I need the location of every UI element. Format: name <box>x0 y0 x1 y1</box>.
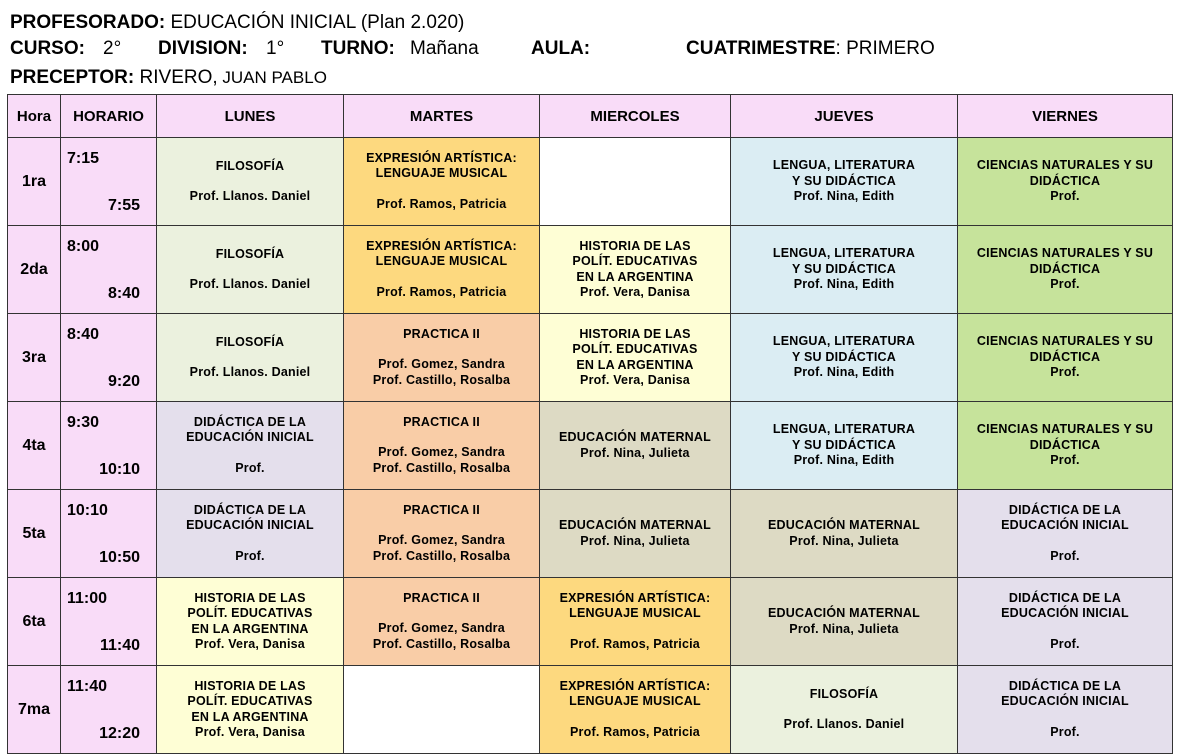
subject-line: EDUCACIÓN MATERNAL <box>559 518 711 532</box>
subject-line: LENGUA, LITERATURA <box>772 422 916 437</box>
subject-line: Prof. Gomez, Sandra <box>378 533 505 548</box>
teacher-name: Prof. Ramos, Patricia <box>376 196 507 211</box>
teacher-name: Prof. Llanos. Daniel <box>189 189 311 203</box>
subject-line: EDUCACIÓN MATERNAL <box>768 606 920 620</box>
schedule-row <box>8 490 1173 578</box>
subject-line: DIDÁCTICA <box>1029 437 1101 452</box>
class-cell-lunes <box>157 490 344 578</box>
teacher-name: Prof. <box>1050 365 1080 380</box>
class-cell-miercoles <box>540 314 731 402</box>
end-time: 9:20 <box>107 373 140 390</box>
schedule-table <box>7 94 1173 754</box>
class-cell-miercoles <box>540 138 731 226</box>
class-cell-miercoles <box>540 666 731 754</box>
subject-line: HISTORIA DE LAS <box>194 590 306 605</box>
hora-cell: 2da <box>8 226 61 314</box>
horario-cell <box>61 226 157 314</box>
class-cell-jueves <box>731 402 958 490</box>
horario-cell <box>61 314 157 402</box>
division-value: 1° <box>266 38 285 59</box>
subject-line: LENGUA, LITERATURA <box>772 334 916 349</box>
subject-line: FILOSOFÍA <box>215 158 285 173</box>
teacher-name: Prof. <box>1050 277 1080 292</box>
subject-line: EXPRESIÓN ARTÍSTICA: <box>366 150 517 165</box>
class-cell-lunes <box>157 138 344 226</box>
cuatrimestre-label: CUATRIMESTRE <box>686 38 836 59</box>
header-line-preceptor <box>10 67 327 89</box>
class-cell-jueves <box>731 226 958 314</box>
subject-line: POLÍT. EDUCATIVAS <box>187 606 313 620</box>
teacher-name: Prof. Nina, Edith <box>793 453 895 468</box>
profesorado-value: EDUCACIÓN INICIAL (Plan 2.020) <box>165 12 465 33</box>
subject-line: Y SU DIDÁCTICA <box>792 261 896 276</box>
schedule-row <box>8 578 1173 666</box>
schedule-row <box>8 138 1173 226</box>
subject-line: EDUCACIÓN INICIAL <box>186 430 314 445</box>
profesorado-label: PROFESORADO: <box>10 12 166 33</box>
subject-line: DIDÁCTICA <box>1029 261 1101 276</box>
subject-line <box>958 622 1172 637</box>
subject-line: EXPRESIÓN ARTÍSTICA: <box>366 238 517 253</box>
class-cell-lunes <box>157 402 344 490</box>
class-cell-martes <box>344 402 540 490</box>
subject-line <box>344 518 539 533</box>
class-cell-jueves <box>731 138 958 226</box>
subject-line: DIDÁCTICA DE LA <box>193 414 307 429</box>
end-time: 11:40 <box>99 637 140 654</box>
subject-line: CIENCIAS NATURALES Y SU <box>976 158 1154 173</box>
subject-line <box>540 710 730 725</box>
teacher-name: Prof. Vera, Danisa <box>580 285 690 299</box>
col-header-jueves: JUEVES <box>731 95 958 138</box>
subject-line: PRACTICA II <box>403 414 480 429</box>
class-cell-jueves <box>731 666 958 754</box>
subject-line <box>344 342 539 357</box>
teacher-name: Prof. Castillo, Rosalba <box>372 548 511 563</box>
col-header-horario: HORARIO <box>61 95 157 138</box>
subject-line: Y SU DIDÁCTICA <box>792 437 896 452</box>
subject-line <box>731 702 957 717</box>
subject-line: LENGUAJE MUSICAL <box>375 166 508 181</box>
subject-line: Y SU DIDÁCTICA <box>792 349 896 364</box>
subject-line <box>157 446 343 461</box>
subject-line: LENGUAJE MUSICAL <box>569 694 701 709</box>
subject-line: EN LA ARGENTINA <box>191 709 309 724</box>
start-time: 10:10 <box>67 502 108 519</box>
col-header-viernes: VIERNES <box>958 95 1173 138</box>
teacher-name: Prof. <box>1050 724 1080 739</box>
subject-line: POLÍT. EDUCATIVAS <box>572 342 698 356</box>
subject-line: HISTORIA DE LAS <box>194 678 306 693</box>
subject-line: EN LA ARGENTINA <box>576 269 694 284</box>
subject-line <box>958 710 1172 725</box>
class-cell-martes <box>344 226 540 314</box>
class-cell-miercoles <box>540 226 731 314</box>
subject-line: DIDÁCTICA <box>1029 173 1101 188</box>
schedule-row <box>8 314 1173 402</box>
col-header-miercoles: MIERCOLES <box>540 95 731 138</box>
teacher-name: Prof. Ramos, Patricia <box>570 724 700 739</box>
teacher-name: Prof. Nina, Julieta <box>580 533 690 548</box>
start-time: 11:00 <box>67 590 108 607</box>
preceptor-value: RIVERO, JUAN PABLO <box>139 67 327 88</box>
start-time: 8:40 <box>67 326 100 343</box>
subject-line: FILOSOFÍA <box>215 246 285 261</box>
class-cell-viernes <box>958 226 1173 314</box>
subject-line <box>344 182 539 197</box>
subject-line: Prof. Gomez, Sandra <box>378 621 505 636</box>
class-cell-viernes <box>958 314 1173 402</box>
subject-line: EDUCACIÓN MATERNAL <box>768 518 920 532</box>
subject-line: FILOSOFÍA <box>215 334 285 349</box>
teacher-name: Prof. <box>1050 548 1080 563</box>
start-time: 9:30 <box>67 414 100 431</box>
teacher-name: Prof. Nina, Julieta <box>789 621 899 636</box>
class-cell-martes <box>344 138 540 226</box>
teacher-name: Prof. Nina, Julieta <box>789 533 899 548</box>
teacher-name: Prof. <box>1050 189 1080 204</box>
subject-line: EDUCACIÓN INICIAL <box>1001 694 1129 709</box>
class-cell-lunes <box>157 226 344 314</box>
col-header-hora: Hora <box>8 95 61 138</box>
subject-line <box>157 262 343 277</box>
subject-line: DIDÁCTICA DE LA <box>1008 502 1122 517</box>
aula-label: AULA: <box>531 38 591 59</box>
subject-line: DIDÁCTICA <box>1029 349 1101 364</box>
subject-line: POLÍT. EDUCATIVAS <box>572 254 698 268</box>
hora-cell: 7ma <box>8 666 61 754</box>
preceptor-label: PRECEPTOR: <box>10 67 135 88</box>
class-cell-miercoles <box>540 490 731 578</box>
class-cell-martes <box>344 314 540 402</box>
subject-line <box>344 430 539 445</box>
teacher-name: Prof. Vera, Danisa <box>580 373 690 387</box>
teacher-name: Prof. Nina, Julieta <box>580 445 690 460</box>
class-cell-viernes <box>958 490 1173 578</box>
end-time: 8:40 <box>107 285 140 302</box>
turno-label: TURNO: <box>321 38 395 59</box>
teacher-name: Prof. <box>1050 636 1080 651</box>
schedule-row <box>8 226 1173 314</box>
subject-line: LENGUA, LITERATURA <box>772 158 916 173</box>
subject-line: DIDÁCTICA DE LA <box>1008 590 1122 605</box>
subject-line <box>344 270 539 285</box>
schedule-row <box>8 666 1173 754</box>
class-cell-viernes <box>958 402 1173 490</box>
subject-line <box>157 350 343 365</box>
teacher-name: Prof. Nina, Edith <box>793 365 895 380</box>
subject-line: EN LA ARGENTINA <box>191 621 309 636</box>
subject-line: LENGUAJE MUSICAL <box>569 606 701 621</box>
subject-line: CIENCIAS NATURALES Y SU <box>976 246 1154 261</box>
subject-line: FILOSOFÍA <box>809 686 879 701</box>
subject-line: LENGUAJE MUSICAL <box>375 254 508 269</box>
subject-line: POLÍT. EDUCATIVAS <box>187 694 313 708</box>
subject-line: EDUCACIÓN INICIAL <box>186 518 314 533</box>
horario-cell <box>61 402 157 490</box>
subject-line: PRACTICA II <box>403 326 480 341</box>
subject-line: EXPRESIÓN ARTÍSTICA: <box>559 678 711 693</box>
class-cell-jueves <box>731 314 958 402</box>
subject-line: CIENCIAS NATURALES Y SU <box>976 334 1154 349</box>
horario-cell <box>61 578 157 666</box>
turno-value: Mañana <box>410 38 479 59</box>
curso-value: 2° <box>103 38 122 59</box>
class-cell-martes <box>344 578 540 666</box>
teacher-name: Prof. Llanos. Daniel <box>189 365 311 379</box>
subject-line: EDUCACIÓN MATERNAL <box>559 430 711 444</box>
subject-line: EN LA ARGENTINA <box>576 357 694 372</box>
subject-line: Prof. Gomez, Sandra <box>378 445 505 460</box>
col-header-martes: MARTES <box>344 95 540 138</box>
horario-cell <box>61 666 157 754</box>
col-header-lunes: LUNES <box>157 95 344 138</box>
start-time: 8:00 <box>67 238 100 255</box>
hora-cell: 5ta <box>8 490 61 578</box>
class-cell-lunes <box>157 578 344 666</box>
end-time: 10:50 <box>99 549 140 566</box>
header-line-curso <box>10 38 1189 62</box>
subject-line: HISTORIA DE LAS <box>579 326 691 341</box>
schedule-row <box>8 402 1173 490</box>
teacher-name: Prof. Nina, Edith <box>793 189 895 204</box>
subject-line: PRACTICA II <box>403 502 480 517</box>
teacher-name: Prof. Ramos, Patricia <box>376 284 507 299</box>
subject-line: EDUCACIÓN INICIAL <box>1001 518 1129 533</box>
end-time: 10:10 <box>99 461 140 478</box>
header-line-profesorado <box>10 12 464 34</box>
start-time: 11:40 <box>67 678 108 695</box>
end-time: 12:20 <box>99 725 140 742</box>
class-cell-martes <box>344 666 540 754</box>
teacher-name: Prof. <box>1050 453 1080 468</box>
teacher-name: Prof. Castillo, Rosalba <box>372 372 511 387</box>
subject-line: Y SU DIDÁCTICA <box>792 173 896 188</box>
teacher-name: Prof. Nina, Edith <box>793 277 895 292</box>
class-cell-martes <box>344 490 540 578</box>
teacher-name: Prof. Llanos. Daniel <box>189 277 311 291</box>
curso-label: CURSO: <box>10 38 85 59</box>
subject-line: EDUCACIÓN INICIAL <box>1001 606 1129 621</box>
horario-cell <box>61 138 157 226</box>
teacher-name: Prof. <box>235 460 265 475</box>
subject-line <box>540 622 730 637</box>
hora-cell: 3ra <box>8 314 61 402</box>
class-cell-lunes <box>157 314 344 402</box>
cuatrimestre-value: : PRIMERO <box>835 38 935 59</box>
class-cell-viernes <box>958 138 1173 226</box>
teacher-name: Prof. <box>235 548 265 563</box>
class-cell-miercoles <box>540 578 731 666</box>
end-time: 7:55 <box>107 197 140 214</box>
header-row <box>8 95 1173 138</box>
subject-line: PRACTICA II <box>403 590 480 605</box>
class-cell-jueves <box>731 578 958 666</box>
subject-line: Prof. Gomez, Sandra <box>378 357 505 372</box>
subject-line <box>958 534 1172 549</box>
class-cell-jueves <box>731 490 958 578</box>
teacher-name: Prof. Vera, Danisa <box>195 725 305 739</box>
hora-cell: 1ra <box>8 138 61 226</box>
horario-cell <box>61 490 157 578</box>
subject-line: DIDÁCTICA DE LA <box>1008 678 1122 693</box>
start-time: 7:15 <box>67 150 100 167</box>
teacher-name: Prof. Castillo, Rosalba <box>372 460 511 475</box>
subject-line: LENGUA, LITERATURA <box>772 246 916 261</box>
teacher-name: Prof. Castillo, Rosalba <box>372 636 511 651</box>
hora-cell: 4ta <box>8 402 61 490</box>
class-cell-viernes <box>958 666 1173 754</box>
class-cell-viernes <box>958 578 1173 666</box>
teacher-name: Prof. Llanos. Daniel <box>783 717 905 731</box>
class-cell-lunes <box>157 666 344 754</box>
hora-cell: 6ta <box>8 578 61 666</box>
teacher-name: Prof. Vera, Danisa <box>195 637 305 651</box>
subject-line: DIDÁCTICA DE LA <box>193 502 307 517</box>
subject-line <box>157 534 343 549</box>
class-cell-miercoles <box>540 402 731 490</box>
subject-line: CIENCIAS NATURALES Y SU <box>976 422 1154 437</box>
subject-line: EXPRESIÓN ARTÍSTICA: <box>559 590 711 605</box>
subject-line <box>157 174 343 189</box>
division-label: DIVISION: <box>158 38 248 59</box>
subject-line: HISTORIA DE LAS <box>579 238 691 253</box>
teacher-name: Prof. Ramos, Patricia <box>570 636 700 651</box>
subject-line <box>344 606 539 621</box>
